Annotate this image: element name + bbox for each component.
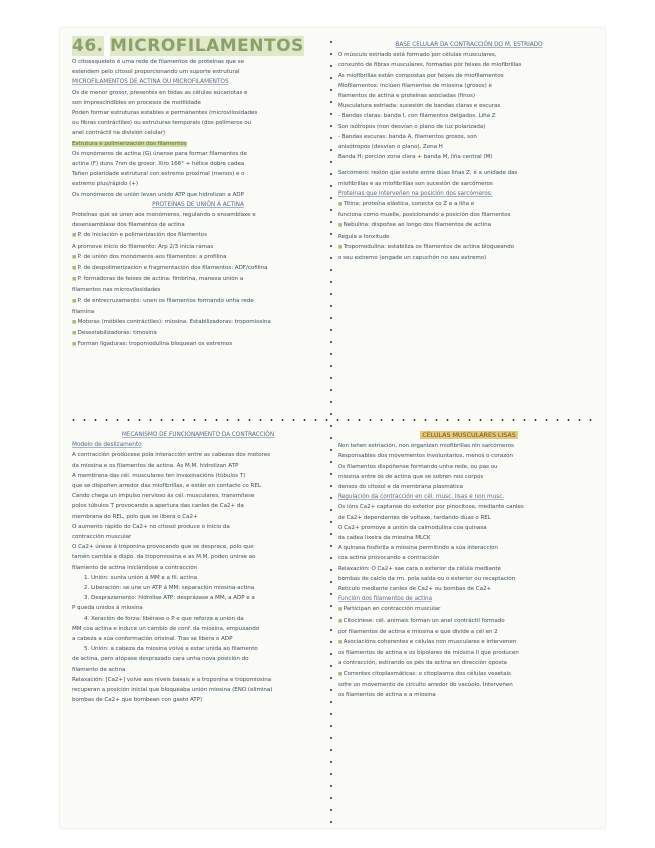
text-line: son imprescindibles en procesos de motilidade — [72, 99, 201, 106]
left-bottom-column — [72, 430, 324, 705]
text-line: coa actina provocando a contracción — [338, 555, 440, 562]
text-line: da miosina e os filamentos de actina. As M.M. hidrolizan ATP — [72, 462, 239, 469]
text-line: Sarcómero: rexión que existe entre dúas liñas Z; é a unidade das — [338, 170, 518, 177]
text-line: Retículo mediante canles de Ca2+ ou bombas de Ca2+ — [338, 586, 492, 593]
text-line: O músculo estriado está formado por células musculares, — [338, 52, 497, 59]
text-line: Proteínas que se unen aos monómeros, regulando o ensamblaxe e — [72, 212, 256, 219]
text-line: Miofilamentos: inclúen filamentos de miosina (grosos) e — [338, 82, 492, 89]
subheading: Función dos filamentos de actina — [338, 596, 433, 603]
text-line: Responsables dos movementos involuntarios, menos o corazón — [338, 453, 513, 460]
text-line: Os monómeros de actina (G) únense para formar filamentos de — [72, 150, 247, 157]
text-line: recuperan a posición inicial que bloqueaba unión miosina (ENO (elimina) — [72, 687, 273, 694]
text-line: o seu extremo (engade un capuchón no seu extremo) — [338, 255, 487, 262]
bullet-item: ■ P. de entrecruzamento: unen os filamentos formando unha rede — [72, 296, 324, 307]
text-line: Os monómeros de unión levan unido ATP que hidrolizan a ADP — [72, 191, 244, 198]
left-top-column — [72, 36, 324, 351]
text-line: filamento de actina iniciándose a contracción — [72, 564, 198, 571]
text-line: MM coa actina e induce un cambio de conf. da miosina, empuxando — [72, 625, 260, 632]
bullet-item: ■ P. de unión dos monómeros aos filamentos: a profilina — [72, 252, 324, 263]
subheading: Modelo de deslizamento — [72, 442, 142, 449]
text-line: que se dispoñen arredor das miofibrillas, e están en contacto co REL — [72, 483, 261, 490]
text-line: conxunto de fibras musculares, formadas por feixes de miofibrillas — [338, 62, 522, 69]
text-line: a contracción, estirando os pés da actina en dirección oposta — [338, 660, 507, 667]
text-line: tamén cambia a dispo. da tropomiosina e as M.M. poden unirse ao — [72, 554, 256, 561]
text-line: sofre un movemento de circuíto arredor do vacúolo. Interveñen — [338, 681, 513, 688]
text-line: os filamentos de actina e a miosina — [338, 692, 436, 699]
subheading — [72, 139, 324, 149]
text-line: densos do citosol e da membrana plasmática — [338, 484, 464, 491]
text-line: filamentos nas microvilosidades — [72, 287, 161, 294]
text-line: Relaxación: O Ca2+ sae cara o exterior da célula mediante — [338, 565, 501, 572]
bullet-item: ■ Titina: proteína elástica, conecta co Z e a liña e — [338, 199, 600, 210]
bullet-item: ■ Participan en contracción muscular — [338, 604, 600, 615]
section-divider — [68, 419, 598, 421]
text-line: Banda H: porción zona clara + banda M, liña central (M) — [338, 154, 493, 161]
text-line: O Ca2+ promove a unión da calmodulina coa quinasa — [338, 524, 487, 531]
page-title — [72, 36, 324, 56]
text-line: estendem pelo citosol proporcionando um suporte estrutural — [72, 69, 240, 76]
text-line: filamento de actina — [72, 666, 126, 673]
text-line: actina (F) duns 7nm de grosor. Xiro 166° + hélice dobre cadea — [72, 161, 245, 168]
text-line: por filamentos de actina e miosina e que divide a cél en 2 — [338, 628, 498, 635]
column-divider — [330, 36, 332, 826]
step-item: 1. Unión: xunta unión á MM e a fil. actina — [84, 574, 197, 581]
title-text: MICROFILAMENTOS — [110, 36, 304, 56]
text-line: Musculatura estriada: sucesión de bandas claras e escuras — [338, 103, 501, 110]
text-line: O citoesqueleto é uma rede de filamentos de proteínas que se — [72, 59, 244, 65]
text-line: miofibrillas e as miofibrillas son sucesión de sarcómeros — [338, 180, 493, 187]
bullet-item: ■ P. de iniciación e polimerización dos filamentos — [72, 230, 324, 241]
title-number: 46. — [72, 36, 104, 56]
text-line: O Ca2+ únese á troponina provocando que se desprace, polo que — [72, 544, 254, 551]
text-line: de actina, pero atópase desprazado cara unha nova posición do — [72, 656, 249, 663]
highlighted-heading: Estrutura e polimerización dos filamentos — [72, 140, 187, 147]
text-line: Os filamentos dispóñense formando unha rede, ou pas ou — [338, 463, 498, 470]
bullet-item: ■ Desestabilizadoras: timosina — [72, 328, 324, 339]
subheading: Regulación da contracción en cél. musc. lisas e non musc. — [338, 494, 505, 501]
section-heading: MECANISMO DE FUNCIONAMENTO DA CONTRACCIÓN — [121, 432, 275, 438]
section-heading — [338, 430, 600, 441]
bullet-item: ■ P. de despolimerización e fragmentación dos filamentos: ADF/cofilina — [72, 263, 324, 274]
right-bottom-column — [338, 430, 600, 700]
text-line: Teñen polaridade estrutural con extremo proximal (menos) e o — [72, 171, 245, 178]
step-item: 2. Liberación: se une un ATP á MM: separación miosina-actina — [84, 585, 255, 592]
text-line: Son isótropos (non desvían o plano de luz polarizada) — [338, 123, 486, 130]
text-line: da cadea lixeira da miosina MLCK — [338, 535, 431, 542]
text-line: filamina — [72, 308, 95, 315]
bullet-item: ■ Correntes citoplasmáticas: o citoplasma dos células vexetais — [338, 669, 600, 680]
bullet-item: ■ Nebulina: dispoñse ao longo dos filamentos de actina — [338, 220, 600, 231]
section-heading: MICROFILAMENTOS DE ACTINA OU MICROFILAMENTOS — [72, 79, 229, 86]
section-heading: PROTEÍNAS DE UNIÓN Á ACTINA — [152, 201, 244, 208]
step-item: 3. Desprazamento: hidrolise ATP: desprázase a MM, a ADP e a — [84, 595, 255, 602]
bullet-item: ■ Motoras (móbiles contráctiles): miosina. Estabilizadoras: tropomiosina — [72, 317, 324, 328]
text-line: As miofibrillas están compostas por feixes de miofilamentos — [338, 72, 504, 79]
bullet-item: ■ Tropomodulina: estabiliza os filamentos de actina bloqueando — [338, 242, 600, 253]
highlighted-heading: CÉLULAS MUSCULARES LISAS — [422, 431, 516, 439]
text-line: Os ións Ca2+ captanse do exterior por pinocitose, mediante canles — [338, 504, 524, 511]
text-line: os filamentos de actina e os bipolares de miosina II que producen — [338, 650, 519, 657]
text-line: de Ca2+ dependentes de voltaxe, tardando dúas o REL — [338, 514, 491, 521]
text-line: funciona como muelle, posicionando a posición dos filamentos — [338, 212, 511, 219]
text-line: - Bandas claras: banda I, con filamentos delgados. Liña Z — [338, 113, 496, 120]
text-line: Relaxación: [Ca2+] volve aos niveis basais e a troponina e tropomiosina — [72, 676, 272, 683]
text-line: extremo plus/rápido (+) — [72, 181, 139, 188]
step-item: 4. Xeración de forza: libérase o P e que reforza a unión da — [84, 615, 244, 622]
bullet-item: ■ Citocinese: cél. animais forman un anel contráctil formado — [338, 616, 600, 627]
text-line: bombas de Ca2+ que bombean con gasto ATP) — [72, 697, 203, 704]
text-line: Non teñen estriación, non organizan miofibrillas nin sarcómeros — [338, 443, 514, 450]
text-line: P queda unidos á miosina — [72, 605, 143, 612]
text-line: A quinasa fosforila a miosina permitindo a súa interacción — [338, 545, 498, 552]
right-top-column — [338, 40, 600, 263]
text-line: anisótropos (desvían o plano). Zona H — [338, 144, 443, 151]
text-line: - Bandas escuras: banda A, filamentos grosos, son — [338, 133, 477, 140]
text-line: A promove inicio do filamento: Arp 2/3 inicia ramas — [72, 243, 214, 250]
text-line: Regula a lonxitude — [338, 233, 390, 240]
text-line: a cabeza a súa conformación orixinal. Tras se libera o ADP — [72, 636, 233, 643]
text-line: contracción muscular — [72, 534, 132, 541]
section-heading: BASE CELULAR DA CONTRACCIÓN DO M. ESTRIADO — [395, 42, 543, 48]
text-line: ou fibras contráctiles) ou estruturas temporais (dos polímeros ou — [72, 120, 252, 127]
text-line: miosina entre os de actina que se sobren nos corpos — [338, 473, 484, 480]
section-heading: Proteínas que interveñen na posición dos sarcómeros: — [338, 190, 493, 197]
text-line: anel contráctil na división celular) — [72, 130, 166, 137]
text-line: Poden formar estruturas estables e permanentes (microvilosidades — [72, 110, 258, 117]
text-line: Cando chega un impulso nervioso ás cél. musculares, transmítese — [72, 493, 255, 500]
text-line: filamentos de actina e proteínas asociadas (finos) — [338, 93, 476, 100]
text-line: A membrana das cél. musculares ten invaxinacións (túbulos T) — [72, 472, 246, 479]
bullet-item: ■ Asociacións coherentes e células non musculares e intervenen — [338, 637, 600, 648]
text-line: polos túbulos T provocando a apertura das canles de Ca2+ da — [72, 503, 244, 510]
text-line: Os de menor grosor, presentes en todas as células eucariotas e — [72, 89, 248, 96]
bullet-item: ■ Forman ligaduras: tropomodulina bloquean os extremos — [72, 339, 324, 350]
text-line: bombas de calcio da rm. pola saída ou o exterior ou recaptación — [338, 575, 516, 582]
step-item: 5. Unión: a cabeza da miosina volve a estar unida ao filamento — [84, 646, 258, 653]
text-line: O aumento rápido do Ca2+ no citosol produce o inicio da — [72, 523, 230, 530]
text-line: desensamblaxe dos filamentos de actina — [72, 222, 185, 229]
text-line: A contracción prodúcese pola interacción entre as cabezas dos motores — [72, 452, 271, 459]
text-line: membrana do REL, polo que se libera o Ca2+ — [72, 513, 198, 520]
bullet-item: ■ P. formadoras de feixes de actina: fimbrina, manexa unión a — [72, 274, 324, 285]
